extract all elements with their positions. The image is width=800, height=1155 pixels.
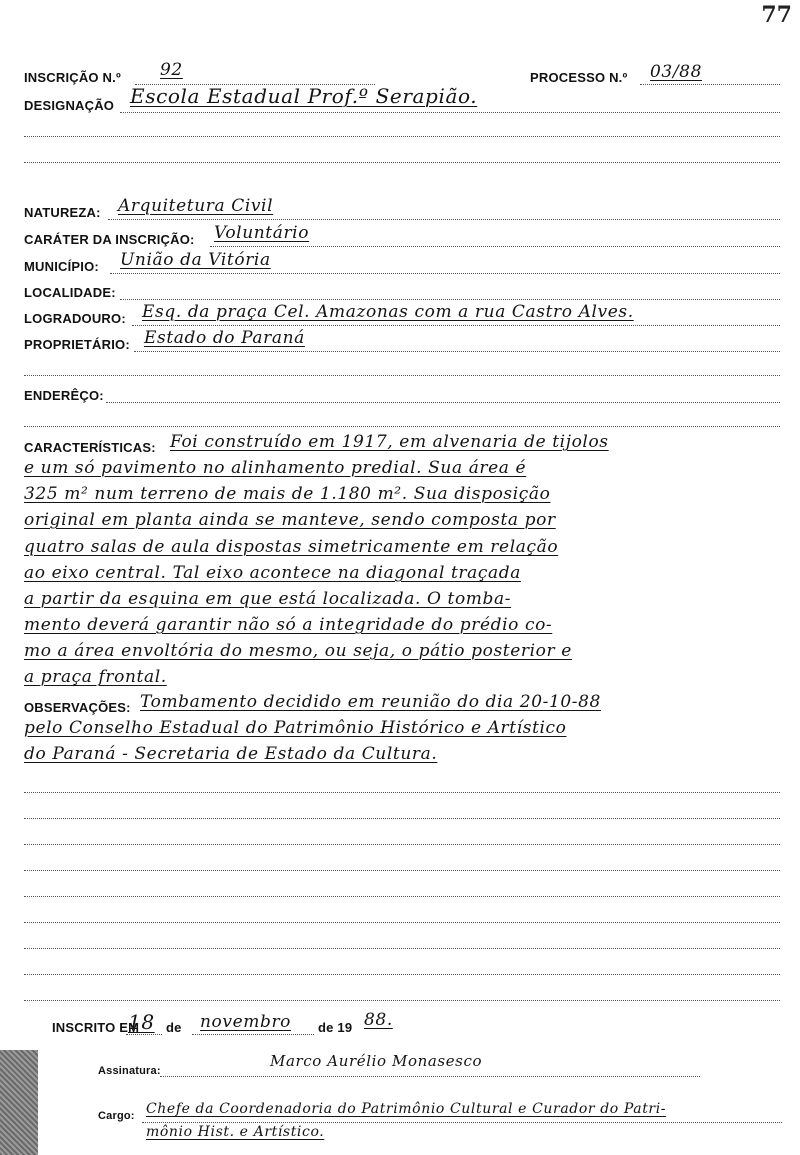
mes-line: [192, 1034, 314, 1035]
logradouro-label: LOGRADOURO:: [24, 311, 126, 326]
inscrito-ano: 88.: [364, 1010, 393, 1030]
cargo-line-text: mônio Hist. e Artístico.: [146, 1124, 325, 1140]
blank-line: [24, 974, 780, 975]
designacao-label: DESIGNAÇÃO: [24, 98, 115, 113]
cargo-label: Cargo:: [98, 1110, 135, 1122]
blank-line: [24, 1000, 780, 1001]
proprietario-line: [134, 351, 780, 352]
inscrito-mes: novembro: [200, 1012, 292, 1032]
assinatura-line: [160, 1076, 700, 1077]
municipio-value: União da Vitória: [120, 250, 271, 270]
carater-label: CARÁTER DA INSCRIÇÃO:: [24, 232, 195, 247]
natureza-line: [108, 219, 780, 220]
blank-line: [24, 844, 780, 845]
assinatura-signature: Marco Aurélio Monasesco: [270, 1052, 483, 1070]
caracteristicas-line: a praça frontal.: [24, 667, 167, 687]
municipio-label: MUNICÍPIO:: [24, 259, 99, 274]
caracteristicas-line: a partir da esquina em que está localizada. O tomba-: [24, 589, 512, 609]
inscricao-label: INSCRIÇÃO N.º: [24, 70, 121, 85]
caracteristicas-label: CARACTERÍSTICAS:: [24, 440, 156, 455]
natureza-label: NATUREZA:: [24, 205, 101, 220]
inscrito-label: INSCRITO EM: [52, 1020, 140, 1035]
logradouro-line: [132, 325, 780, 326]
natureza-value: Arquitetura Civil: [118, 196, 274, 216]
carater-value: Voluntário: [214, 223, 310, 243]
caracteristicas-line: e um só pavimento no alinhamento predial. Sua área é: [24, 458, 527, 478]
designacao-line: [120, 112, 780, 113]
assinatura-label: Assinatura:: [98, 1065, 161, 1077]
inscrito-dia: 18: [128, 1010, 155, 1034]
blank-line: [24, 922, 780, 923]
municipio-line: [110, 273, 780, 274]
caracteristicas-line: mo a área envoltória do mesmo, ou seja, o pátio posterior e: [24, 641, 572, 661]
blank-line: [24, 870, 780, 871]
cargo-line: [142, 1122, 782, 1123]
blank-line: [24, 375, 780, 376]
caracteristicas-line: 325 m² num terreno de mais de 1.180 m². Sua disposição: [24, 484, 551, 504]
proprietario-value: Estado do Paraná: [144, 328, 305, 348]
endereco-label: ENDERÊÇO:: [24, 388, 104, 403]
dia-line: [126, 1034, 162, 1035]
designacao-value: Escola Estadual Prof.º Serapião.: [130, 84, 478, 108]
paper-edge-shadow: [0, 1050, 38, 1155]
page-number: 77: [761, 2, 792, 28]
blank-line: [24, 162, 780, 163]
blank-line: [24, 136, 780, 137]
endereco-line: [106, 402, 780, 403]
cargo-line-text: Chefe da Coordenadoria do Patrimônio Cultural e Curador do Patri-: [146, 1101, 667, 1117]
caracteristicas-line: quatro salas de aula dispostas simetricamente em relação: [24, 537, 559, 557]
blank-line: [24, 818, 780, 819]
inscricao-value: 92: [160, 60, 183, 80]
caracteristicas-line: Foi construído em 1917, em alvenaria de tijolos: [170, 432, 609, 452]
observacoes-label: OBSERVAÇÕES:: [24, 700, 131, 715]
observacoes-line: do Paraná - Secretaria de Estado da Cultura.: [24, 744, 438, 764]
observacoes-line: Tombamento decidido em reunião do dia 20-10-88: [140, 692, 601, 712]
localidade-label: LOCALIDADE:: [24, 285, 116, 300]
processo-value: 03/88: [650, 62, 702, 82]
processo-label: PROCESSO N.º: [530, 70, 628, 85]
observacoes-line: pelo Conselho Estadual do Patrimônio Histórico e Artístico: [24, 718, 567, 738]
caracteristicas-line: original em planta ainda se manteve, sendo composta por: [24, 510, 556, 530]
blank-line: [24, 792, 780, 793]
carater-line: [210, 246, 780, 247]
blank-line: [24, 948, 780, 949]
blank-line: [24, 426, 780, 427]
inscrito-de-2: de 19: [318, 1020, 353, 1035]
caracteristicas-line: mento deverá garantir não só a integridade do prédio co-: [24, 615, 553, 635]
inscrito-de-1: de: [166, 1020, 182, 1035]
logradouro-value: Esq. da praça Cel. Amazonas com a rua Castro Alves.: [142, 302, 634, 322]
blank-line: [24, 896, 780, 897]
proprietario-label: PROPRIETÁRIO:: [24, 337, 130, 352]
processo-line: [640, 84, 780, 85]
localidade-line: [120, 299, 780, 300]
caracteristicas-line: ao eixo central. Tal eixo acontece na diagonal traçada: [24, 563, 521, 583]
